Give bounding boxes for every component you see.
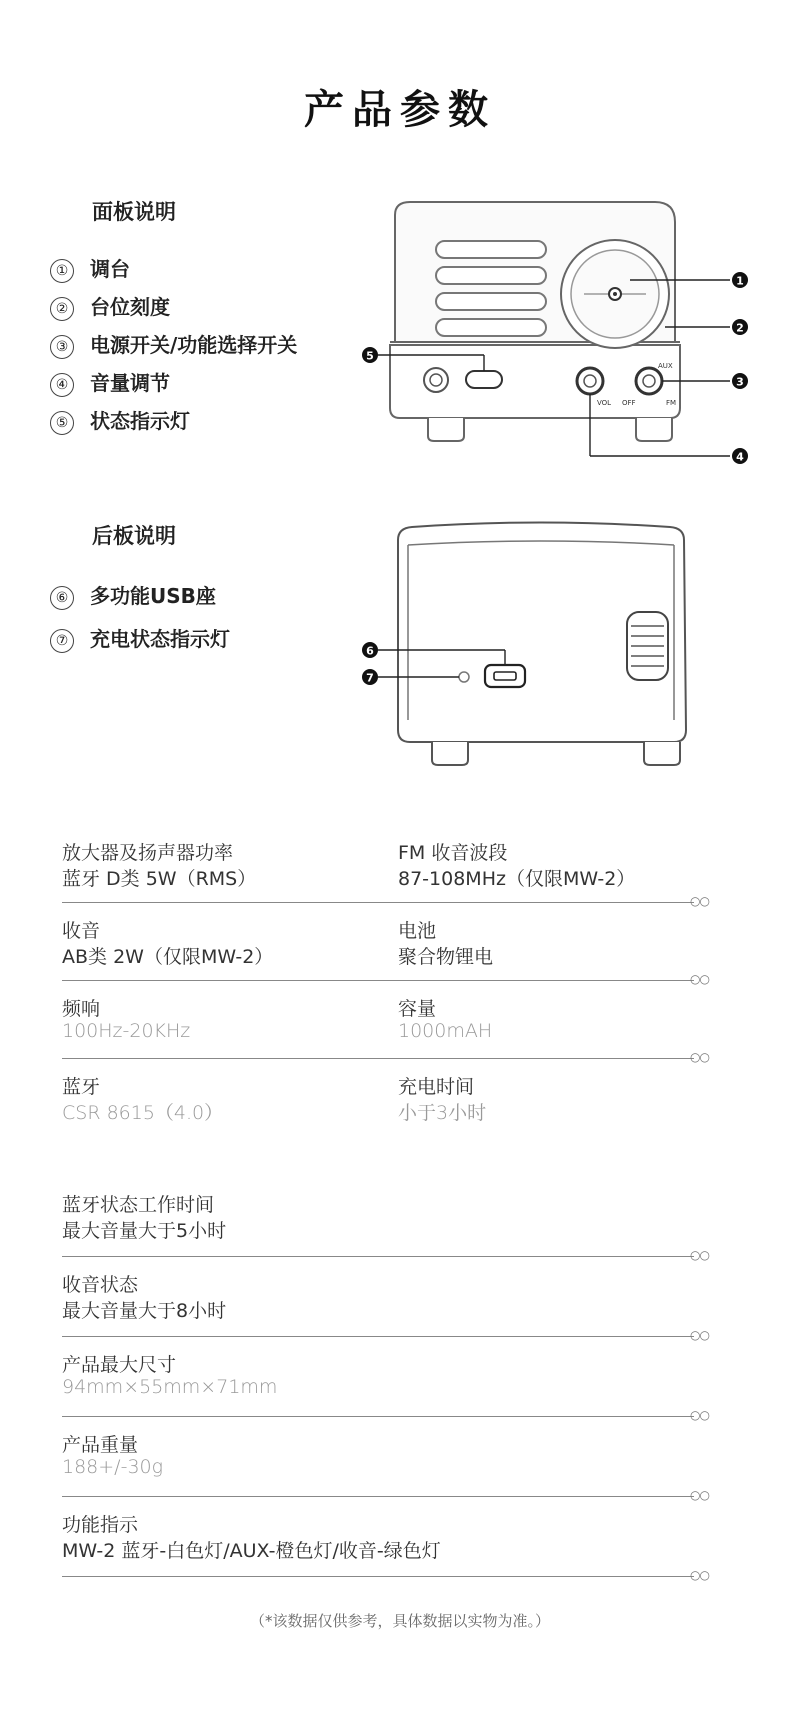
spec-label: 放大器及扬声器功率 <box>62 842 234 864</box>
rule-end-icon: ○○ <box>690 1408 709 1422</box>
item-number: ④ <box>50 373 74 397</box>
spec-value: MW-2 蓝牙-白色灯/AUX-橙色灯/收音-绿色灯 <box>62 1540 441 1562</box>
back-panel-diagram <box>0 510 800 770</box>
off-text: OFF <box>622 399 636 407</box>
spec-label: 容量 <box>398 998 437 1020</box>
item-number: ⑦ <box>50 629 74 653</box>
callout-6: 6 <box>366 644 374 658</box>
item-number: ③ <box>50 335 74 359</box>
item-number: ① <box>50 259 74 283</box>
spec-value: 聚合物锂电 <box>398 946 494 968</box>
callout-7: 7 <box>366 671 374 685</box>
spec-label: 电池 <box>398 920 437 942</box>
rule-end-icon: ○○ <box>690 1488 709 1502</box>
item-label: 状态指示灯 <box>90 409 190 433</box>
item-number: ② <box>50 297 74 321</box>
fm-text: FM <box>666 399 677 407</box>
callout-1: 1 <box>736 274 744 288</box>
spec-value: 1000mAH <box>398 1020 493 1042</box>
divider <box>62 902 694 903</box>
vol-text: VOL <box>597 399 612 407</box>
rule-end-icon: ○○ <box>690 1050 709 1064</box>
callout-5: 5 <box>366 349 374 363</box>
item-label: 多功能USB座 <box>90 584 216 608</box>
front-panel-heading: 面板说明 <box>92 200 176 224</box>
divider <box>62 1256 694 1257</box>
spec-value: 87-108MHz（仅限MW-2） <box>398 868 636 890</box>
divider <box>62 1336 694 1337</box>
front-panel-diagram <box>0 190 800 464</box>
item-label: 音量调节 <box>90 371 170 395</box>
rule-end-icon: ○○ <box>690 1568 709 1582</box>
rule-end-icon: ○○ <box>690 972 709 986</box>
rule-end-icon: ○○ <box>690 1248 709 1262</box>
item-label: 台位刻度 <box>90 295 170 319</box>
spec-value: 100Hz-20KHz <box>62 1020 191 1042</box>
spec-label: 收音 <box>62 920 101 942</box>
spec-label: 蓝牙状态工作时间 <box>62 1194 215 1216</box>
spec-value: 蓝牙 D类 5W（RMS） <box>62 868 257 890</box>
spec-label: 功能指示 <box>62 1514 139 1536</box>
item-label: 电源开关/功能选择开关 <box>90 333 298 357</box>
spec-label: 收音状态 <box>62 1274 139 1296</box>
spec-value: 最大音量大于5小时 <box>62 1220 227 1242</box>
spec-value: 最大音量大于8小时 <box>62 1300 227 1322</box>
item-number: ⑥ <box>50 586 74 610</box>
back-panel-heading: 后板说明 <box>92 524 176 548</box>
spec-label: 频响 <box>62 998 101 1020</box>
item-label: 调台 <box>90 257 130 281</box>
callout-2: 2 <box>736 321 744 335</box>
spec-label: 充电时间 <box>398 1076 475 1098</box>
spec-label: 产品重量 <box>62 1434 139 1456</box>
spec-value: 188+/-30g <box>62 1456 164 1478</box>
spec-label: 产品最大尺寸 <box>62 1354 177 1376</box>
divider <box>62 1496 694 1497</box>
callout-4: 4 <box>736 450 744 464</box>
divider <box>62 1416 694 1417</box>
spec-value: CSR 8615（4.0） <box>62 1102 224 1124</box>
spec-value: AB类 2W（仅限MW-2） <box>62 946 274 968</box>
footnote: （*该数据仅供参考，具体数据以实物为准。） <box>249 1612 550 1630</box>
item-number: ⑤ <box>50 411 74 435</box>
spec-value: 小于3小时 <box>398 1102 487 1124</box>
spec-value: 94mm×55mm×71mm <box>62 1376 278 1398</box>
page-title: 产品参数 <box>304 87 496 133</box>
divider <box>62 1058 694 1059</box>
aux-text: AUX <box>658 362 673 370</box>
rule-end-icon: ○○ <box>690 894 709 908</box>
divider <box>62 980 694 981</box>
divider <box>62 1576 694 1577</box>
rule-end-icon: ○○ <box>690 1328 709 1342</box>
item-label: 充电状态指示灯 <box>90 627 230 651</box>
callout-3: 3 <box>736 375 744 389</box>
spec-label: FM 收音波段 <box>398 842 508 864</box>
spec-label: 蓝牙 <box>62 1076 101 1098</box>
